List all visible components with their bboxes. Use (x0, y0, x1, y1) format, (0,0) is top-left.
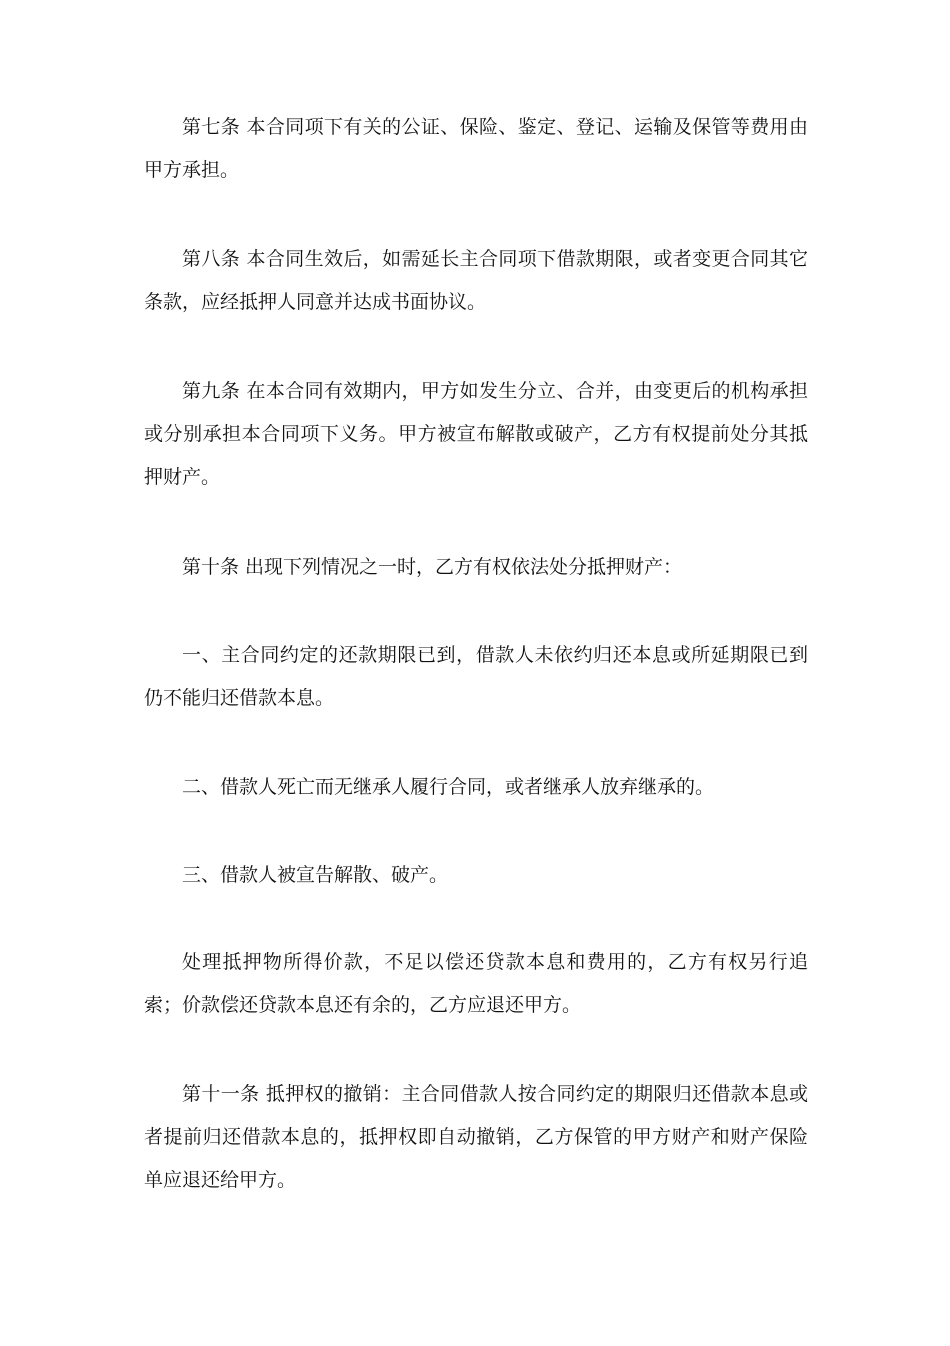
clause-9-paragraph: 第九条 在本合同有效期内，甲方如发生分立、合并，由变更后的机构承担或分别承担本合同项下义务。甲方被宣布解散或破产，乙方有权提前处分其抵押财产。 (144, 380, 808, 488)
clause-10-item-2: 二、借款人死亡而无继承人履行合同，或者继承人放弃继承的。 (182, 776, 715, 798)
clause-10-item-3: 三、借款人被宣告解散、破产。 (182, 864, 449, 886)
clause-8-paragraph: 第八条 本合同生效后，如需延长主合同项下借款期限，或者变更合同其它条款，应经抵押人同意并达成书面协议。 (144, 248, 808, 313)
clause-7-paragraph: 第七条 本合同项下有关的公证、保险、鉴定、登记、运输及保管等费用由甲方承担。 (144, 116, 808, 181)
clause-10-item-1: 一、主合同约定的还款期限已到，借款人未依约归还本息或所延期限已到仍不能归还借款本息。 (144, 644, 808, 709)
disposal-proceeds-paragraph: 处理抵押物所得价款，不足以偿还贷款本息和费用的，乙方有权另行追索；价款偿还贷款本息还有余的，乙方应退还甲方。 (144, 951, 808, 1016)
clause-11-paragraph: 第十一条 抵押权的撤销：主合同借款人按合同约定的期限归还借款本息或者提前归还借款本息的，抵押权即自动撤销，乙方保管的甲方财产和财产保险单应退还给甲方。 (144, 1083, 808, 1191)
clause-10-paragraph: 第十条 出现下列情况之一时，乙方有权依法处分抵押财产： (182, 556, 683, 578)
